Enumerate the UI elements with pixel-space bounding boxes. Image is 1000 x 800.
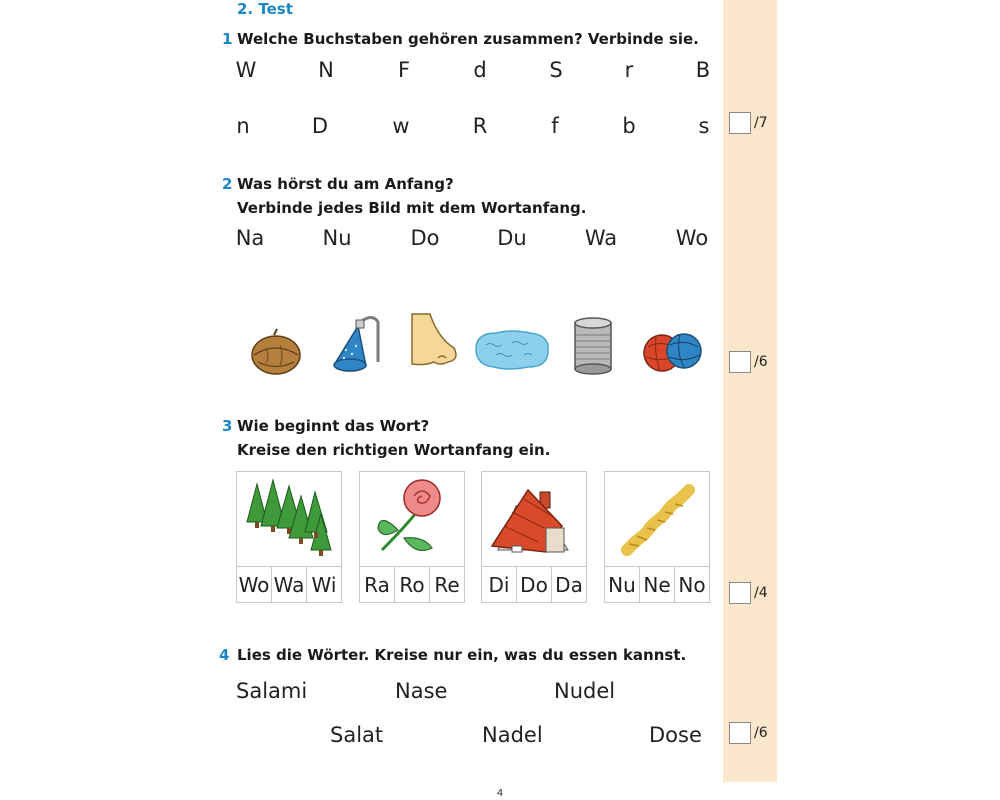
water-puddle-picture[interactable] [472,313,552,383]
score-checkbox-task-1[interactable] [729,112,751,134]
task-2-number: 2 [222,175,233,193]
score-label-task-2: /6 [754,354,768,370]
letter-lower[interactable]: R [472,114,488,138]
noodle-picture [605,472,709,566]
wool-balls-picture[interactable] [632,313,712,383]
score-label-task-4: /6 [754,725,768,741]
syllable-choice[interactable]: Ra [360,567,395,602]
score-checkbox-task-2[interactable] [729,351,751,373]
syllable-choice[interactable]: Do [517,567,552,602]
word-option[interactable]: Nudel [554,679,616,703]
task-3-number: 3 [222,417,233,435]
syllable-choice[interactable]: Wo [237,567,272,602]
score-checkbox-task-4[interactable] [729,722,751,744]
letter-lower[interactable]: s [698,114,710,138]
letter-upper[interactable]: S [549,58,563,82]
syllable-choice[interactable]: Re [434,573,460,597]
letter-upper[interactable]: N [318,58,334,82]
letter-lower[interactable]: b [622,114,636,138]
letter-upper[interactable]: W [235,58,257,82]
page-number: 4 [496,788,504,799]
syllable-option[interactable]: Du [497,226,527,250]
roof-picture [482,472,586,566]
letter-upper[interactable]: F [397,58,411,82]
syllable-choice[interactable]: Wi [311,573,337,597]
letter-lower[interactable]: f [551,114,559,138]
syllable-option[interactable]: Wo [675,226,709,250]
letter-lower[interactable]: w [392,114,410,138]
task-2-instruction-1: Was hörst du am Anfang? [237,175,454,193]
word-card [604,471,710,603]
word-option[interactable]: Dose [649,723,702,747]
syllable-choice[interactable]: Wa [272,567,307,602]
task-3-instruction-1: Wie beginnt das Wort? [237,417,430,435]
syllable-option[interactable]: Nu [322,226,352,250]
nose-picture[interactable] [394,308,474,378]
page-title: 2. Test [237,0,293,18]
word-option[interactable]: Salami [236,679,308,703]
task-4-number: 4 [219,646,230,664]
score-checkbox-task-3[interactable] [729,582,751,604]
score-label-task-1: /7 [754,115,768,131]
score-label-task-3: /4 [754,585,768,601]
task-4-instruction: Lies die Wörter. Kreise nur ein, was du essen kannst. [237,646,687,664]
letter-upper[interactable]: d [473,58,487,82]
task-1-number: 1 [222,30,233,48]
word-option[interactable]: Salat [330,723,384,747]
rose-picture [360,472,464,566]
syllable-choice[interactable]: Ro [395,567,430,602]
letter-lower[interactable]: n [236,114,250,138]
word-card [236,471,342,603]
letter-lower[interactable]: D [311,114,329,138]
syllable-choice[interactable]: Nu [605,567,640,602]
letter-upper[interactable]: r [624,58,634,82]
task-2-instruction-2: Verbinde jedes Bild mit dem Wortanfang. [237,199,587,217]
forest-picture [237,472,341,566]
syllable-option[interactable]: Wa [584,226,618,250]
task-3-instruction-2: Kreise den richtigen Wortanfang ein. [237,441,551,459]
word-card [359,471,465,603]
syllable-choice[interactable]: Ne [640,567,675,602]
word-option[interactable]: Nase [395,679,448,703]
tin-can-picture[interactable] [553,313,633,383]
syllable-choice[interactable]: Da [555,573,583,597]
syllable-option[interactable]: Na [235,226,265,250]
walnut-picture[interactable] [236,315,316,385]
word-card [481,471,587,603]
syllable-choice[interactable]: Di [482,567,517,602]
word-option[interactable]: Nadel [482,723,543,747]
letter-upper[interactable]: B [695,58,711,82]
task-1-instruction: Welche Buchstaben gehören zusammen? Verbinde sie. [237,30,699,48]
syllable-choice[interactable]: No [678,573,706,597]
syllable-option[interactable]: Do [410,226,440,250]
shower-head-picture[interactable] [316,310,396,380]
